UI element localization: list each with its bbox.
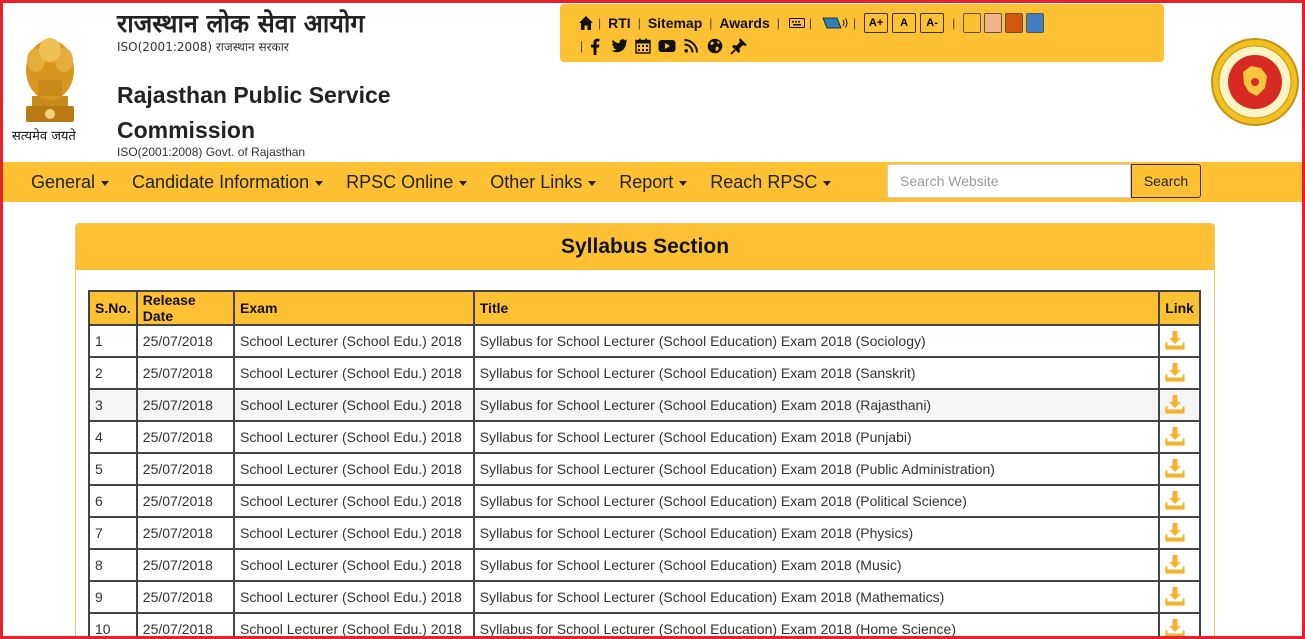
font-decrease-button[interactable]: A- (920, 13, 944, 33)
theme-swatch-peach[interactable] (984, 13, 1002, 33)
table-row (89, 581, 1200, 613)
cell-title: Syllabus for School Lecturer (School Education) Exam 2018 (Sanskrit) (474, 357, 1159, 389)
font-normal-button[interactable]: A (892, 13, 916, 33)
search-button[interactable]: Search (1131, 164, 1201, 198)
cell-link (1159, 325, 1200, 357)
cell-sno: 4 (89, 421, 137, 453)
download-icon[interactable] (1165, 457, 1185, 479)
cell-exam: School Lecturer (School Edu.) 2018 (234, 325, 474, 357)
cell-sno: 8 (89, 549, 137, 581)
cell-title: Syllabus for School Lecturer (School Education) Exam 2018 (Music) (474, 549, 1159, 581)
cell-date: 25/07/2018 (137, 485, 234, 517)
facebook-icon[interactable] (586, 37, 604, 55)
download-icon[interactable] (1165, 585, 1185, 607)
nav-candidate-information[interactable]: Candidate Information (120, 162, 334, 202)
nav-report[interactable]: Report (607, 162, 698, 202)
cell-title: Syllabus for School Lecturer (School Education) Exam 2018 (Sociology) (474, 325, 1159, 357)
hindi-title: राजस्थान लोक सेवा आयोग (117, 9, 365, 38)
cell-exam: School Lecturer (School Edu.) 2018 (234, 549, 474, 581)
table-header-row (89, 291, 1200, 325)
cell-sno: 2 (89, 357, 137, 389)
cell-date: 25/07/2018 (137, 517, 234, 549)
caret-down-icon (459, 181, 467, 186)
cell-date: 25/07/2018 (137, 389, 234, 421)
nav-other-links[interactable]: Other Links (478, 162, 607, 202)
caret-down-icon (315, 181, 323, 186)
table-row (89, 613, 1200, 639)
cell-sno: 1 (89, 325, 137, 357)
caret-down-icon (101, 181, 109, 186)
cell-link (1159, 357, 1200, 389)
cell-exam: School Lecturer (School Edu.) 2018 (234, 581, 474, 613)
awards-link[interactable]: Awards (719, 15, 770, 31)
caret-down-icon (588, 181, 596, 186)
download-icon[interactable] (1165, 361, 1185, 383)
rti-link[interactable]: RTI (608, 15, 631, 31)
cell-date: 25/07/2018 (137, 421, 234, 453)
cell-date: 25/07/2018 (137, 357, 234, 389)
cell-exam: School Lecturer (School Edu.) 2018 (234, 453, 474, 485)
cell-exam: School Lecturer (School Edu.) 2018 (234, 389, 474, 421)
hindi-subtitle: ISO(2001:2008) राजस्थान सरकार (117, 40, 289, 54)
download-icon[interactable] (1165, 489, 1185, 511)
cell-link (1159, 389, 1200, 421)
syllabus-table (88, 290, 1201, 639)
cell-date: 25/07/2018 (137, 325, 234, 357)
table-row (89, 517, 1200, 549)
search-form (887, 164, 1201, 198)
cell-link (1159, 549, 1200, 581)
cell-sno: 7 (89, 517, 137, 549)
cell-sno: 3 (89, 389, 137, 421)
cell-link (1159, 581, 1200, 613)
twitter-icon[interactable] (610, 37, 628, 55)
cell-exam: School Lecturer (School Edu.) 2018 (234, 613, 474, 639)
cell-sno: 6 (89, 485, 137, 517)
theme-swatch-orange[interactable] (1005, 13, 1023, 33)
globe-icon[interactable] (706, 37, 724, 55)
theme-swatch-blue[interactable] (1026, 13, 1044, 33)
table-row (89, 485, 1200, 517)
site-header (0, 0, 1305, 162)
sitemap-link[interactable]: Sitemap (647, 15, 703, 31)
download-icon[interactable] (1165, 521, 1185, 543)
cell-sno: 9 (89, 581, 137, 613)
cell-exam: School Lecturer (School Edu.) 2018 (234, 357, 474, 389)
table-row (89, 453, 1200, 485)
caret-down-icon (823, 181, 831, 186)
table-row (89, 357, 1200, 389)
calendar-icon[interactable] (634, 37, 652, 55)
cell-exam: School Lecturer (School Edu.) 2018 (234, 485, 474, 517)
table-row (89, 389, 1200, 421)
cell-link (1159, 453, 1200, 485)
theme-swatch-yellow[interactable] (963, 13, 981, 33)
nav-reach-rpsc[interactable]: Reach RPSC (698, 162, 842, 202)
table-row (89, 421, 1200, 453)
cell-link (1159, 485, 1200, 517)
main-navbar (3, 162, 1302, 202)
cell-title: Syllabus for School Lecturer (School Education) Exam 2018 (Rajasthani) (474, 389, 1159, 421)
font-increase-button[interactable]: A+ (864, 13, 888, 33)
cell-title: Syllabus for School Lecturer (School Education) Exam 2018 (Home Science) (474, 613, 1159, 639)
col-sno: S.No. (89, 291, 137, 325)
nav-general[interactable]: General (3, 162, 120, 202)
cell-title: Syllabus for School Lecturer (School Education) Exam 2018 (Punjabi) (474, 421, 1159, 453)
col-release-date: Release Date (137, 291, 234, 325)
home-icon[interactable] (577, 14, 595, 32)
english-subtitle: ISO(2001:2008) Govt. of Rajasthan (117, 145, 306, 159)
cell-date: 25/07/2018 (137, 613, 234, 639)
cell-exam: School Lecturer (School Edu.) 2018 (234, 421, 474, 453)
download-icon[interactable] (1165, 393, 1185, 415)
accessibility-toolbox: | RTI | Sitemap | Awards | | | A+ A A- | | (560, 4, 1164, 62)
keyboard-icon[interactable] (788, 14, 806, 32)
syllabus-panel (75, 223, 1215, 639)
cell-title: Syllabus for School Lecturer (School Education) Exam 2018 (Public Administration) (474, 453, 1159, 485)
cell-title: Syllabus for School Lecturer (School Education) Exam 2018 (Political Science) (474, 485, 1159, 517)
caret-down-icon (679, 181, 687, 186)
panel-title: Syllabus Section (76, 224, 1214, 270)
download-icon[interactable] (1165, 425, 1185, 447)
cell-title: Syllabus for School Lecturer (School Education) Exam 2018 (Physics) (474, 517, 1159, 549)
cell-sno: 5 (89, 453, 137, 485)
table-row (89, 325, 1200, 357)
english-title: Rajasthan Public Service Commission (117, 82, 391, 143)
col-exam: Exam (234, 291, 474, 325)
cell-date: 25/07/2018 (137, 581, 234, 613)
col-title: Title (474, 291, 1159, 325)
pin-icon[interactable] (730, 37, 748, 55)
screen-reader-icon[interactable] (820, 14, 850, 32)
rpsc-seal-logo (1211, 38, 1299, 126)
cell-date: 25/07/2018 (137, 453, 234, 485)
cell-date: 25/07/2018 (137, 549, 234, 581)
download-icon[interactable] (1165, 553, 1185, 575)
rss-icon[interactable] (682, 37, 700, 55)
col-link: Link (1159, 291, 1200, 325)
download-icon[interactable] (1165, 617, 1185, 639)
youtube-icon[interactable] (658, 37, 676, 55)
search-input[interactable] (887, 164, 1131, 198)
download-icon[interactable] (1165, 329, 1185, 351)
nav-rpsc-online[interactable]: RPSC Online (334, 162, 478, 202)
cell-link (1159, 517, 1200, 549)
emblem-caption: सत्यमेव जयते (12, 129, 76, 144)
cell-sno: 10 (89, 613, 137, 639)
table-row (89, 549, 1200, 581)
cell-link (1159, 421, 1200, 453)
cell-exam: School Lecturer (School Edu.) 2018 (234, 517, 474, 549)
cell-title: Syllabus for School Lecturer (School Education) Exam 2018 (Mathematics) (474, 581, 1159, 613)
cell-link (1159, 613, 1200, 639)
